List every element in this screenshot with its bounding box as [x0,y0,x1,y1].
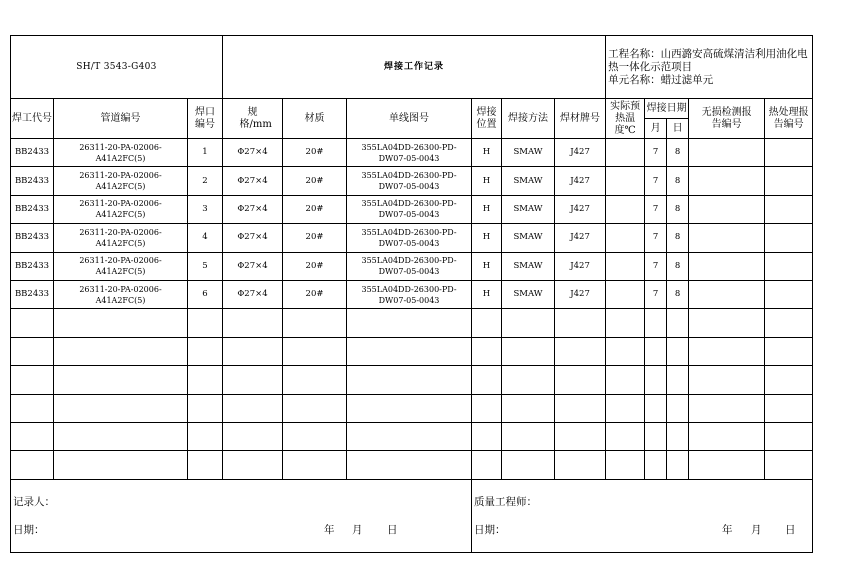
cell-iso-drawing: 355LA04DD-26300-PD-DW07-05-0043 [347,224,472,252]
empty-cell [188,337,223,365]
empty-cell [54,337,188,365]
recorder-day: 日 [387,523,398,536]
cell-pwht-report [765,167,813,195]
empty-cell [223,337,283,365]
project-info [606,36,813,99]
cell-ndt-report [689,252,765,280]
qe-month: 月 [751,523,762,536]
cell-welder-code: BB2433 [11,252,54,280]
empty-cell [472,422,502,450]
cell-weld-position: H [472,195,502,223]
cell-weld-no: 5 [188,252,223,280]
table-row [11,167,813,195]
empty-row [11,337,813,365]
empty-cell [606,309,645,337]
cell-weld-position: H [472,252,502,280]
cell-weld-position: H [472,167,502,195]
cell-pipe-no: 26311-20-PA-02006-A41A2FC(5) [54,195,188,223]
cell-pwht-report [765,195,813,223]
title-row [11,36,813,99]
cell-spec: Φ27×4 [223,280,283,308]
empty-cell [283,309,347,337]
empty-cell [667,422,689,450]
cell-preheat [606,167,645,195]
col-weld-no [188,99,223,139]
empty-cell [347,422,472,450]
table-row [11,139,813,167]
recorder-year: 年 [324,523,335,536]
col-ndt-report-text: 无损检测报告编号 [701,106,752,130]
empty-cell [11,451,54,479]
col-welder-code: 焊工代号 [11,99,54,139]
cell-day: 8 [667,280,689,308]
col-preheat-text: 实际预热温度℃ [610,100,641,136]
empty-cell [645,394,667,422]
empty-cell [472,309,502,337]
cell-pwht-report [765,224,813,252]
qe-year: 年 [722,523,733,536]
empty-cell [645,422,667,450]
empty-cell [188,422,223,450]
cell-weld-position: H [472,224,502,252]
cell-consumable: J427 [555,139,606,167]
col-spec-text: 规格/mm [239,106,272,130]
empty-cell [502,337,555,365]
project-name: 山西潞安高硫煤清洁利用油化电热一体化示范项目 [608,47,808,73]
empty-cell [606,394,645,422]
empty-cell [223,366,283,394]
empty-row [11,422,813,450]
standard-code: SH/T 3543-G403 [11,36,223,99]
col-preheat [606,99,645,139]
cell-welder-code: BB2433 [11,280,54,308]
signature-row [11,479,813,552]
empty-cell [472,394,502,422]
col-weld-no-text: 焊口编号 [195,106,215,130]
empty-cell [54,451,188,479]
quality-engineer-block [472,479,813,552]
recorder-block [11,479,472,552]
cell-consumable: J427 [555,252,606,280]
empty-cell [689,337,765,365]
empty-cell [223,451,283,479]
col-pwht-report-text: 热处理报告编号 [768,106,809,130]
empty-cell [502,422,555,450]
empty-cell [667,451,689,479]
cell-weld-no: 4 [188,224,223,252]
cell-welder-code: BB2433 [11,195,54,223]
qe-date-label: 日期： [474,523,506,536]
empty-cell [689,309,765,337]
empty-cell [54,394,188,422]
cell-ndt-report [689,139,765,167]
col-pwht-report [765,99,813,139]
cell-weld-no: 3 [188,195,223,223]
recorder-month: 月 [352,523,363,536]
col-day: 日 [667,119,689,139]
table-row [11,224,813,252]
empty-cell [223,309,283,337]
col-weld-position-text: 焊接位置 [476,106,497,130]
empty-cell [606,366,645,394]
empty-cell [667,309,689,337]
table-row [11,280,813,308]
cell-consumable: J427 [555,224,606,252]
col-iso-drawing: 单线图号 [347,99,472,139]
col-spec [223,99,283,139]
empty-cell [11,337,54,365]
empty-cell [283,422,347,450]
cell-day: 8 [667,167,689,195]
cell-weld-no: 6 [188,280,223,308]
cell-material: 20# [283,252,347,280]
empty-cell [689,394,765,422]
cell-iso-drawing: 355LA04DD-26300-PD-DW07-05-0043 [347,280,472,308]
empty-cell [347,394,472,422]
cell-day: 8 [667,224,689,252]
empty-cell [689,366,765,394]
cell-pipe-no: 26311-20-PA-02006-A41A2FC(5) [54,252,188,280]
empty-cell [765,337,813,365]
cell-month: 7 [645,195,667,223]
cell-consumable: J427 [555,195,606,223]
cell-material: 20# [283,280,347,308]
empty-cell [645,366,667,394]
empty-cell [11,394,54,422]
cell-spec: Φ27×4 [223,252,283,280]
empty-cell [555,366,606,394]
cell-consumable: J427 [555,280,606,308]
empty-cell [606,451,645,479]
cell-welder-code: BB2433 [11,139,54,167]
cell-pwht-report [765,252,813,280]
cell-pipe-no: 26311-20-PA-02006-A41A2FC(5) [54,167,188,195]
cell-weld-method: SMAW [502,280,555,308]
col-ndt-report [689,99,765,139]
cell-preheat [606,224,645,252]
cell-material: 20# [283,224,347,252]
empty-cell [283,366,347,394]
unit-name: 蜡过滤单元 [660,73,714,86]
cell-weld-method: SMAW [502,139,555,167]
col-material: 材质 [283,99,347,139]
cell-iso-drawing: 355LA04DD-26300-PD-DW07-05-0043 [347,139,472,167]
empty-cell [667,337,689,365]
empty-row [11,394,813,422]
cell-month: 7 [645,280,667,308]
cell-pwht-report [765,280,813,308]
empty-row [11,309,813,337]
empty-cell [11,422,54,450]
cell-spec: Φ27×4 [223,167,283,195]
empty-cell [347,366,472,394]
col-weld-position [472,99,502,139]
cell-preheat [606,139,645,167]
cell-day: 8 [667,139,689,167]
empty-cell [472,451,502,479]
cell-ndt-report [689,167,765,195]
cell-iso-drawing: 355LA04DD-26300-PD-DW07-05-0043 [347,195,472,223]
empty-cell [689,451,765,479]
cell-material: 20# [283,195,347,223]
cell-month: 7 [645,139,667,167]
empty-cell [54,366,188,394]
cell-spec: Φ27×4 [223,224,283,252]
cell-preheat [606,195,645,223]
empty-cell [606,422,645,450]
empty-cell [555,309,606,337]
empty-cell [188,309,223,337]
cell-spec: Φ27×4 [223,195,283,223]
empty-cell [347,337,472,365]
col-weld-method: 焊接方法 [502,99,555,139]
empty-cell [188,366,223,394]
cell-weld-method: SMAW [502,224,555,252]
empty-cell [223,422,283,450]
empty-cell [645,451,667,479]
cell-month: 7 [645,167,667,195]
cell-ndt-report [689,280,765,308]
qe-day: 日 [785,523,796,536]
col-month: 月 [645,119,667,139]
unit-label: 单元名称： [608,73,661,86]
cell-pwht-report [765,139,813,167]
empty-cell [765,451,813,479]
cell-month: 7 [645,224,667,252]
empty-cell [606,337,645,365]
cell-weld-method: SMAW [502,252,555,280]
empty-cell [502,394,555,422]
empty-cell [765,309,813,337]
cell-day: 8 [667,252,689,280]
empty-cell [188,451,223,479]
empty-row [11,366,813,394]
empty-cell [667,394,689,422]
empty-cell [188,394,223,422]
empty-cell [555,422,606,450]
empty-cell [472,366,502,394]
empty-cell [555,451,606,479]
recorder-label: 记录人： [13,495,55,508]
column-header-row-1 [11,99,813,119]
empty-cell [54,422,188,450]
cell-material: 20# [283,167,347,195]
cell-ndt-report [689,195,765,223]
table-row [11,252,813,280]
cell-weld-method: SMAW [502,195,555,223]
col-consumable: 焊材牌号 [555,99,606,139]
cell-weld-method: SMAW [502,167,555,195]
col-pipe-no: 管道编号 [54,99,188,139]
empty-cell [54,309,188,337]
cell-month: 7 [645,252,667,280]
cell-iso-drawing: 355LA04DD-26300-PD-DW07-05-0043 [347,252,472,280]
cell-welder-code: BB2433 [11,224,54,252]
empty-cell [765,394,813,422]
empty-cell [645,337,667,365]
empty-cell [555,337,606,365]
cell-preheat [606,280,645,308]
recorder-date-label: 日期： [13,523,45,536]
cell-weld-no: 1 [188,139,223,167]
cell-preheat [606,252,645,280]
empty-cell [472,337,502,365]
cell-weld-no: 2 [188,167,223,195]
empty-cell [502,309,555,337]
cell-pipe-no: 26311-20-PA-02006-A41A2FC(5) [54,224,188,252]
empty-cell [502,366,555,394]
empty-cell [347,451,472,479]
form-title: 焊接工作记录 [223,36,606,99]
empty-cell [283,394,347,422]
empty-cell [283,451,347,479]
cell-consumable: J427 [555,167,606,195]
col-weld-date: 焊接日期 [645,99,689,119]
empty-row [11,451,813,479]
welding-record-table [10,35,813,553]
quality-engineer-label: 质量工程师： [474,495,538,508]
table-row [11,195,813,223]
project-label: 工程名称： [608,47,661,60]
cell-pipe-no: 26311-20-PA-02006-A41A2FC(5) [54,139,188,167]
cell-welder-code: BB2433 [11,167,54,195]
cell-day: 8 [667,195,689,223]
empty-cell [645,309,667,337]
empty-cell [667,366,689,394]
empty-cell [502,451,555,479]
empty-cell [283,337,347,365]
empty-cell [689,422,765,450]
cell-material: 20# [283,139,347,167]
cell-ndt-report [689,224,765,252]
empty-cell [11,366,54,394]
welding-record-sheet [10,35,812,553]
empty-cell [347,309,472,337]
empty-cell [11,309,54,337]
cell-iso-drawing: 355LA04DD-26300-PD-DW07-05-0043 [347,167,472,195]
cell-weld-position: H [472,139,502,167]
empty-cell [223,394,283,422]
cell-weld-position: H [472,280,502,308]
empty-cell [555,394,606,422]
empty-cell [765,422,813,450]
cell-pipe-no: 26311-20-PA-02006-A41A2FC(5) [54,280,188,308]
empty-cell [765,366,813,394]
cell-spec: Φ27×4 [223,139,283,167]
